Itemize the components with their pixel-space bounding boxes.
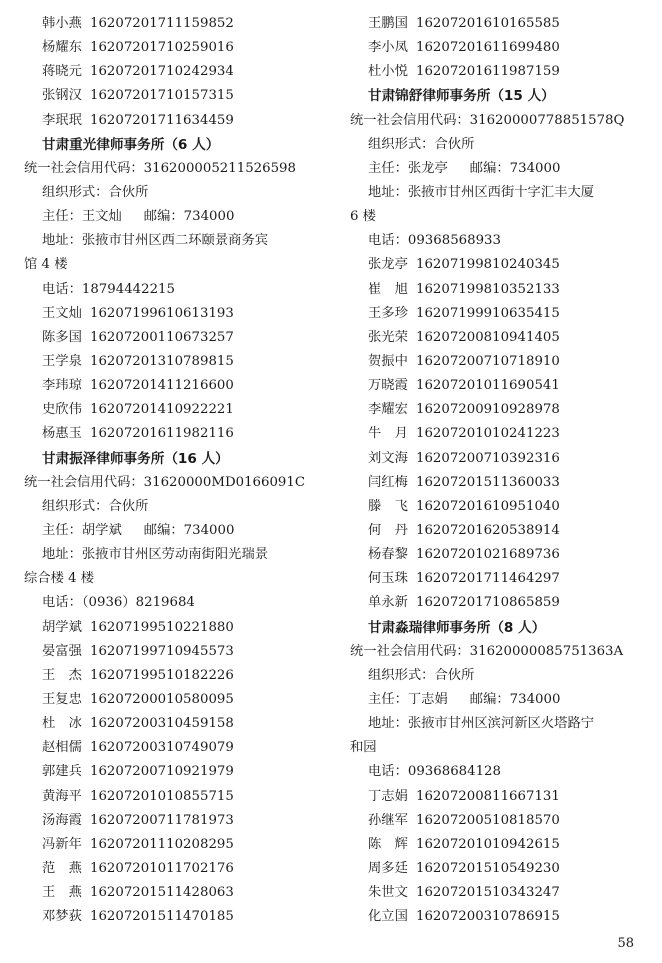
- lawyer-name: 李珉珉: [42, 112, 82, 128]
- license-number: 16207201710865859: [416, 595, 560, 611]
- lawyer-entry: [350, 905, 650, 929]
- lawyer-entry: [24, 12, 324, 36]
- license-number: 16207201010942615: [416, 836, 560, 852]
- firm-detail-continued: 统一社会信用代码：316200005211526598: [24, 160, 296, 176]
- lawyer-entry: [24, 84, 324, 108]
- director-label: 主任：胡学斌: [42, 522, 122, 538]
- firm-detail: 电话：09368684128: [368, 764, 501, 780]
- lawyer-name: 李玮琼: [42, 378, 82, 394]
- lawyer-name: 崔 旭: [368, 281, 408, 297]
- lawyer-entry: [350, 857, 650, 881]
- license-number: 16207201021689736: [416, 547, 560, 563]
- lawyer-entry: [350, 326, 650, 350]
- lawyer-entry: [24, 905, 324, 929]
- firm-detail: 组织形式：合伙所: [368, 667, 475, 683]
- lawyer-name: 郭建兵: [42, 764, 82, 780]
- director-label: 主任：丁志娟: [368, 691, 448, 707]
- lawyer-name: 王鹏国: [368, 16, 408, 31]
- firm-detail: 组织形式：合伙所: [42, 184, 149, 200]
- license-number: 16207200710392316: [416, 450, 560, 466]
- lawyer-entry: [24, 36, 324, 60]
- lawyer-entry: [24, 640, 324, 664]
- lawyer-entry: [24, 326, 324, 350]
- lawyer-name: 范 燕: [42, 860, 82, 876]
- license-number: 16207199510182226: [90, 667, 234, 683]
- firm-detail: 地址：张掖市甘州区劳动南街阳光瑞景: [42, 547, 269, 563]
- lawyer-name: 万晓霞: [368, 378, 408, 394]
- license-number: 16207200310459158: [90, 716, 234, 732]
- license-number: 16207199910635415: [416, 305, 560, 321]
- lawyer-name: 张光荣: [368, 329, 408, 345]
- lawyer-entry: [24, 736, 324, 760]
- firm-detail-continued: 综合楼 4 楼: [24, 571, 95, 587]
- postcode: 邮编：734000: [469, 691, 561, 707]
- lawyer-entry: [350, 398, 650, 422]
- lawyer-name: 李耀宏: [368, 402, 408, 418]
- lawyer-entry: [24, 760, 324, 784]
- lawyer-name: 化立国: [368, 909, 408, 925]
- lawyer-name: 刘文海: [368, 450, 408, 466]
- license-number: 16207200910928978: [416, 402, 560, 418]
- firm-detail: 电话：09368568933: [368, 233, 501, 249]
- lawyer-entry: [24, 109, 324, 133]
- license-number: 16207201710259016: [90, 40, 234, 56]
- lawyer-name: 王多珍: [368, 305, 408, 321]
- firm-detail: 电话：（0936）8219684: [42, 595, 195, 611]
- director-label: 主任：王文灿: [42, 209, 122, 225]
- lawyer-name: 史欣伟: [42, 402, 82, 418]
- right-column: [350, 12, 650, 929]
- firm-detail-continued: 统一社会信用代码：31620000MD0166091C: [24, 474, 306, 490]
- license-number: 16207201610165585: [416, 16, 560, 31]
- firm-heading: 甘肃重光律师事务所（6 人）: [42, 136, 220, 153]
- lawyer-entry: [24, 857, 324, 881]
- lawyer-entry: [350, 495, 650, 519]
- license-number: 16207201711634459: [90, 112, 234, 128]
- license-number: 16207201310789815: [90, 353, 234, 369]
- license-number: 16207201411216600: [90, 378, 234, 394]
- lawyer-entry: [24, 616, 324, 640]
- license-number: 16207201110208295: [90, 836, 234, 852]
- lawyer-entry: [350, 809, 650, 833]
- lawyer-entry: [24, 881, 324, 905]
- lawyer-entry: [350, 350, 650, 374]
- firm-heading: 甘肃振泽律师事务所（16 人）: [42, 450, 229, 467]
- lawyer-name: 王 杰: [42, 667, 82, 683]
- lawyer-entry: [24, 350, 324, 374]
- lawyer-entry: [24, 302, 324, 326]
- lawyer-name: 王 燕: [42, 885, 82, 901]
- lawyer-entry: [350, 302, 650, 326]
- lawyer-entry: [350, 374, 650, 398]
- license-number: 16207201711464297: [416, 571, 560, 587]
- lawyer-entry: [350, 519, 650, 543]
- license-number: 16207201410922221: [90, 402, 234, 418]
- license-number: 16207200710921979: [90, 764, 234, 780]
- license-number: 16207201511428063: [90, 885, 234, 901]
- lawyer-name: 杜小悦: [368, 64, 408, 80]
- left-column: [24, 12, 324, 929]
- lawyer-entry: [350, 881, 650, 905]
- postcode: 邮编：734000: [143, 209, 235, 225]
- lawyer-name: 晏富强: [42, 643, 82, 659]
- lawyer-name: 杜 冰: [42, 716, 82, 732]
- lawyer-name: 牛 月: [368, 426, 408, 442]
- lawyer-name: 黄海平: [42, 788, 82, 804]
- license-number: 16207199710945573: [90, 643, 234, 659]
- firm-detail-continued: 馆 4 楼: [24, 257, 68, 273]
- lawyer-name: 何玉珠: [368, 571, 408, 587]
- lawyer-entry: [350, 36, 650, 60]
- lawyer-entry: [350, 447, 650, 471]
- lawyer-entry: [24, 398, 324, 422]
- director-label: 主任：张龙亭: [368, 160, 448, 176]
- license-number: 16207200310749079: [90, 740, 234, 756]
- lawyer-entry: [350, 833, 650, 857]
- license-number: 16207200510818570: [416, 812, 560, 828]
- lawyer-entry: [350, 278, 650, 302]
- lawyer-name: 邓梦荻: [42, 909, 82, 925]
- lawyer-name: 胡学斌: [42, 619, 82, 635]
- license-number: 16207201611987159: [416, 64, 560, 80]
- license-number: 16207201011702176: [90, 860, 234, 876]
- firm-detail: 地址：张掖市甘州区西二环颐景商务宾: [42, 233, 269, 249]
- lawyer-name: 孙继军: [368, 812, 408, 828]
- lawyer-name: 陈 辉: [368, 836, 408, 852]
- lawyer-entry: [24, 833, 324, 857]
- license-number: 16207201010855715: [90, 788, 234, 804]
- lawyer-entry: [24, 664, 324, 688]
- lawyer-name: 赵相儒: [42, 740, 82, 756]
- license-number: 16207201010241223: [416, 426, 560, 442]
- license-number: 16207201610951040: [416, 498, 560, 514]
- license-number: 16207201510549230: [416, 860, 560, 876]
- license-number: 16207201511360033: [416, 474, 560, 490]
- lawyer-name: 冯新年: [42, 836, 82, 852]
- lawyer-name: 贺振中: [368, 353, 408, 369]
- lawyer-entry: [24, 785, 324, 809]
- director-line: [350, 688, 650, 712]
- firm-heading: 甘肃锦舒律师事务所（15 人）: [368, 88, 555, 105]
- director-line: [24, 519, 324, 543]
- license-number: 16207201611982116: [90, 426, 234, 442]
- license-number: 16207200811667131: [416, 788, 560, 804]
- firm-detail-continued: 和园: [350, 740, 377, 756]
- lawyer-entry: [350, 567, 650, 591]
- lawyer-name: 汤海霞: [42, 812, 82, 828]
- firm-detail: 电话：18794442215: [42, 281, 175, 297]
- license-number: 16207200110673257: [90, 329, 234, 345]
- lawyer-name: 杨耀东: [42, 40, 82, 56]
- license-number: 16207199810240345: [416, 257, 560, 273]
- lawyer-name: 张钢汉: [42, 88, 82, 104]
- license-number: 16207200711781973: [90, 812, 234, 828]
- postcode: 邮编：734000: [469, 160, 561, 176]
- firm-detail: 地址：张掖市甘州区滨河新区火塔路宁: [368, 716, 595, 732]
- lawyer-entry: [24, 60, 324, 84]
- lawyer-entry: [24, 712, 324, 736]
- license-number: 16207201511470185: [90, 909, 234, 925]
- page-number: 58: [617, 936, 634, 951]
- lawyer-name: 李小凤: [368, 40, 408, 56]
- lawyer-entry: [350, 422, 650, 446]
- lawyer-name: 韩小燕: [42, 16, 82, 31]
- firm-detail: 地址：张掖市甘州区西街十字汇丰大厦: [368, 184, 595, 200]
- lawyer-entry: [350, 471, 650, 495]
- firm-heading: 甘肃淼瑞律师事务所（8 人）: [368, 619, 546, 636]
- lawyer-entry: [24, 422, 324, 446]
- lawyer-entry: [24, 809, 324, 833]
- lawyer-name: 单永新: [368, 595, 408, 611]
- lawyer-name: 丁志娟: [368, 788, 408, 804]
- license-number: 16207200010580095: [90, 691, 234, 707]
- license-number: 16207200710718910: [416, 353, 560, 369]
- license-number: 16207200810941405: [416, 329, 560, 345]
- lawyer-name: 周多廷: [368, 860, 408, 876]
- lawyer-name: 闫红梅: [368, 474, 408, 490]
- lawyer-entry: [350, 12, 650, 36]
- firm-detail-continued: 统一社会信用代码：31620000778851578Q: [350, 112, 625, 128]
- lawyer-name: 陈多国: [42, 329, 82, 345]
- lawyer-entry: [350, 60, 650, 84]
- director-line: [350, 157, 650, 181]
- lawyer-name: 朱世文: [368, 885, 408, 901]
- lawyer-name: 杨春黎: [368, 547, 408, 563]
- firm-detail: 组织形式：合伙所: [368, 136, 475, 152]
- license-number: 16207201620538914: [416, 522, 560, 538]
- lawyer-entry: [350, 591, 650, 615]
- firm-detail-continued: 统一社会信用代码：31620000085751363A: [350, 643, 624, 659]
- firm-detail-continued: 6 楼: [350, 209, 376, 225]
- license-number: 16207201710242934: [90, 64, 234, 80]
- lawyer-entry: [350, 253, 650, 277]
- lawyer-name: 何 丹: [368, 522, 408, 538]
- lawyer-name: 王文灿: [42, 305, 82, 321]
- license-number: 16207199510221880: [90, 619, 234, 635]
- firm-detail: 组织形式：合伙所: [42, 498, 149, 514]
- lawyer-name: 王学泉: [42, 353, 82, 369]
- license-number: 16207201510343247: [416, 885, 560, 901]
- lawyer-entry: [24, 374, 324, 398]
- license-number: 16207201710157315: [90, 88, 234, 104]
- lawyer-name: 蒋晓元: [42, 64, 82, 80]
- license-number: 16207201711159852: [90, 16, 234, 31]
- license-number: 16207200310786915: [416, 909, 560, 925]
- lawyer-entry: [24, 688, 324, 712]
- license-number: 16207199810352133: [416, 281, 560, 297]
- lawyer-name: 杨惠玉: [42, 426, 82, 442]
- lawyer-name: 滕 飞: [368, 498, 408, 514]
- postcode: 邮编：734000: [143, 522, 235, 538]
- lawyer-entry: [350, 543, 650, 567]
- director-line: [24, 205, 324, 229]
- license-number: 16207199610613193: [90, 305, 234, 321]
- license-number: 16207201611699480: [416, 40, 560, 56]
- lawyer-name: 王复忠: [42, 691, 82, 707]
- license-number: 16207201011690541: [416, 378, 560, 394]
- lawyer-entry: [350, 785, 650, 809]
- lawyer-name: 张龙亭: [368, 257, 408, 273]
